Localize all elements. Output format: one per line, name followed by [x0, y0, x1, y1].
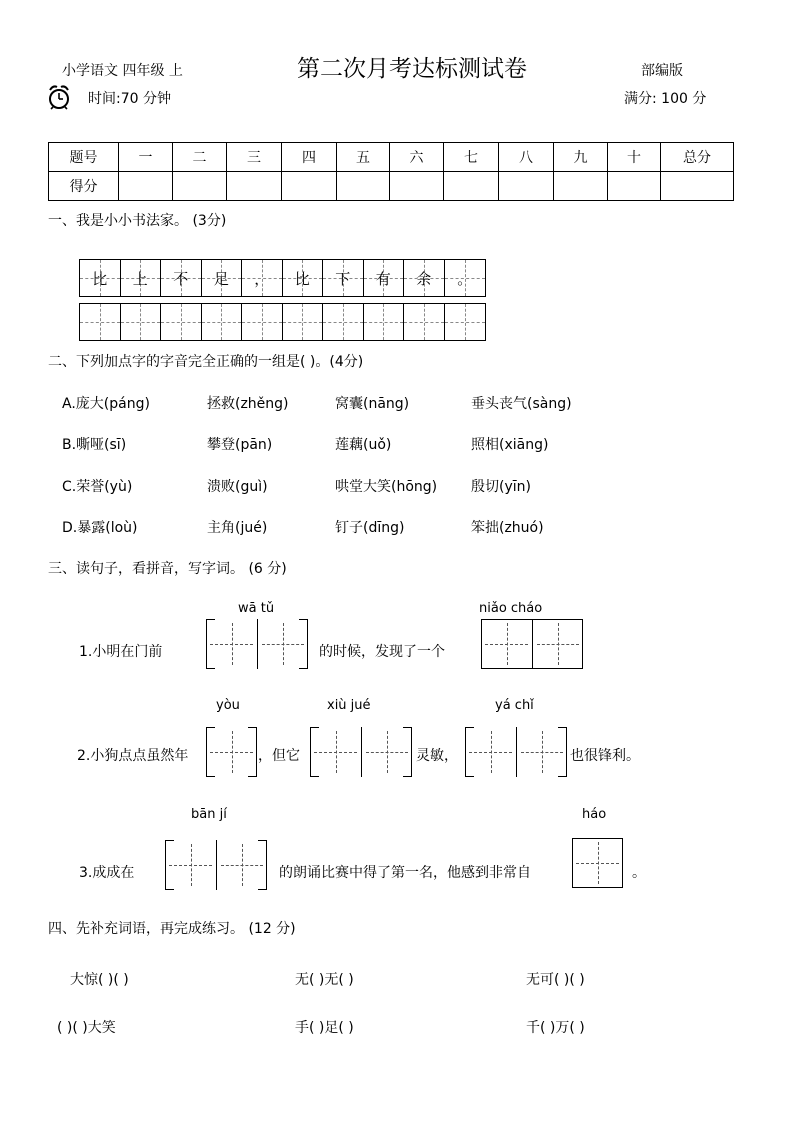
- score-cell[interactable]: [608, 172, 661, 201]
- table-header-cell: 三: [227, 143, 282, 172]
- answer-box-xiujue[interactable]: [310, 727, 412, 777]
- edition-label: 部编版: [641, 63, 683, 79]
- idiom-blank[interactable]: 无( )无( ): [295, 972, 354, 988]
- option-d-item: 主角(jué): [207, 520, 268, 536]
- option-c[interactable]: C.荣誉(yù): [62, 479, 133, 495]
- score-cell[interactable]: [337, 172, 390, 201]
- time-label: 时间:70 分钟: [88, 91, 171, 107]
- score-table: [48, 142, 734, 201]
- pinyin-label: xiù jué: [327, 698, 371, 713]
- score-cell[interactable]: [444, 172, 499, 201]
- model-char-grid: [79, 259, 486, 297]
- option-a-item: 窝囊(nāng): [335, 396, 410, 412]
- score-cell[interactable]: [119, 172, 173, 201]
- writing-cell[interactable]: [242, 304, 283, 340]
- option-c-item: 殷切(yīn): [471, 479, 531, 495]
- sentence-2-text: 2.小狗点点虽然年: [77, 748, 189, 764]
- box-frame: [572, 838, 623, 888]
- option-b-item: 攀登(pān): [207, 437, 273, 453]
- grid-cell: 比: [80, 260, 121, 296]
- sentence-1-text: 的时候，发现了一个: [319, 644, 445, 660]
- table-header-cell: 四: [282, 143, 337, 172]
- grid-cell: 余: [404, 260, 445, 296]
- score-header-row: [49, 143, 734, 172]
- writing-cell[interactable]: [283, 304, 324, 340]
- option-a-item: 拯救(zhěng): [207, 396, 289, 412]
- box-frame: [465, 727, 567, 777]
- grid-cell: 。: [445, 260, 486, 296]
- option-b-item: 莲藕(uǒ): [335, 437, 392, 453]
- option-b-item: 照相(xiāng): [471, 437, 549, 453]
- table-header-cell: 七: [444, 143, 499, 172]
- pinyin-label: yòu: [216, 698, 240, 713]
- option-d-item: 钉子(dīng): [335, 520, 405, 536]
- writing-cell[interactable]: [445, 304, 486, 340]
- sentence-2-text: 灵敏，: [416, 748, 458, 764]
- answer-box-banji[interactable]: [165, 840, 267, 890]
- copy-writing-grid[interactable]: [79, 303, 486, 341]
- score-cell[interactable]: [390, 172, 444, 201]
- box-frame: [310, 727, 412, 777]
- table-header-cell: 八: [499, 143, 554, 172]
- score-cell[interactable]: [554, 172, 608, 201]
- q4-heading: 四、先补充词语，再完成练习。 (12 分): [48, 921, 296, 937]
- answer-box-watu[interactable]: [206, 619, 308, 669]
- idiom-blank[interactable]: 手( )足( ): [295, 1020, 354, 1036]
- score-cell[interactable]: [227, 172, 282, 201]
- grid-cell: 下: [323, 260, 364, 296]
- table-header-cell: 一: [119, 143, 173, 172]
- q3-heading: 三、读句子，看拼音，写字词。 (6 分): [48, 561, 287, 577]
- table-header-cell: 五: [337, 143, 390, 172]
- option-c-item: 哄堂大笑(hōng): [335, 479, 438, 495]
- answer-box-niaochao[interactable]: [481, 619, 583, 669]
- writing-cell[interactable]: [121, 304, 162, 340]
- table-header-cell: 题号: [49, 143, 119, 172]
- subject-label: 小学语文 四年级 上: [62, 63, 183, 79]
- box-frame: [206, 727, 257, 777]
- sentence-1-text: 1.小明在门前: [79, 644, 163, 660]
- score-cell[interactable]: [661, 172, 734, 201]
- box-frame: [165, 840, 267, 890]
- table-header-cell: 六: [390, 143, 444, 172]
- answer-box-yachi[interactable]: [465, 727, 567, 777]
- score-cell[interactable]: [173, 172, 227, 201]
- score-cell[interactable]: [499, 172, 554, 201]
- q2-heading: 二、下列加点字的字音完全正确的一组是( )。(4分): [48, 354, 364, 370]
- alarm-clock-icon: [47, 84, 71, 110]
- grid-cell: 不: [161, 260, 202, 296]
- score-input-row: [49, 172, 734, 201]
- table-header-cell: 总分: [661, 143, 734, 172]
- writing-cell[interactable]: [323, 304, 364, 340]
- sentence-2-text: 也很锋利。: [570, 748, 640, 764]
- pinyin-label: wā tǔ: [238, 601, 275, 616]
- pinyin-label: yá chǐ: [495, 698, 534, 713]
- table-header-cell: 九: [554, 143, 608, 172]
- option-d[interactable]: D.暴露(loù): [62, 520, 138, 536]
- table-header-cell: 二: [173, 143, 227, 172]
- idiom-blank[interactable]: 大惊( )( ): [70, 972, 129, 988]
- box-frame: [481, 619, 583, 669]
- option-d-item: 笨拙(zhuó): [471, 520, 544, 536]
- score-cell[interactable]: [282, 172, 337, 201]
- sentence-3-text: 3.成成在: [79, 865, 135, 881]
- sentence-2-text: ，但它: [258, 748, 300, 764]
- sentence-3-text: 的朗诵比赛中得了第一名，他感到非常自: [279, 865, 531, 881]
- answer-box-you[interactable]: [206, 727, 257, 777]
- grid-cell: 上: [121, 260, 162, 296]
- page-title: 第二次月考达标测试卷: [297, 56, 527, 82]
- answer-box-hao[interactable]: [572, 838, 623, 888]
- q1-heading: 一、我是小小书法家。 (3分): [48, 213, 227, 229]
- writing-cell[interactable]: [364, 304, 405, 340]
- option-a-item: 垂头丧气(sàng): [471, 396, 572, 412]
- grid-cell: 有: [364, 260, 405, 296]
- grid-cell: 足: [202, 260, 243, 296]
- option-b[interactable]: B.嘶哑(sī): [62, 437, 127, 453]
- writing-cell[interactable]: [202, 304, 243, 340]
- pinyin-label: háo: [582, 807, 607, 822]
- table-header-cell: 十: [608, 143, 661, 172]
- sentence-3-text: 。: [632, 865, 646, 881]
- full-score-label: 满分: 100 分: [624, 91, 707, 107]
- pinyin-label: bān jí: [191, 807, 227, 822]
- writing-cell[interactable]: [80, 304, 121, 340]
- writing-cell[interactable]: [161, 304, 202, 340]
- option-a[interactable]: A.庞大(páng): [62, 396, 150, 412]
- idiom-blank[interactable]: 千( )万( ): [526, 1020, 585, 1036]
- table-row-label: 得分: [49, 172, 119, 201]
- idiom-blank[interactable]: ( )( )大笑: [57, 1020, 116, 1036]
- option-c-item: 溃败(guì): [207, 479, 268, 495]
- box-frame: [206, 619, 308, 669]
- grid-cell: ，: [242, 260, 283, 296]
- writing-cell[interactable]: [404, 304, 445, 340]
- idiom-blank[interactable]: 无可( )( ): [526, 972, 585, 988]
- grid-cell: 比: [283, 260, 324, 296]
- pinyin-label: niǎo cháo: [479, 601, 543, 616]
